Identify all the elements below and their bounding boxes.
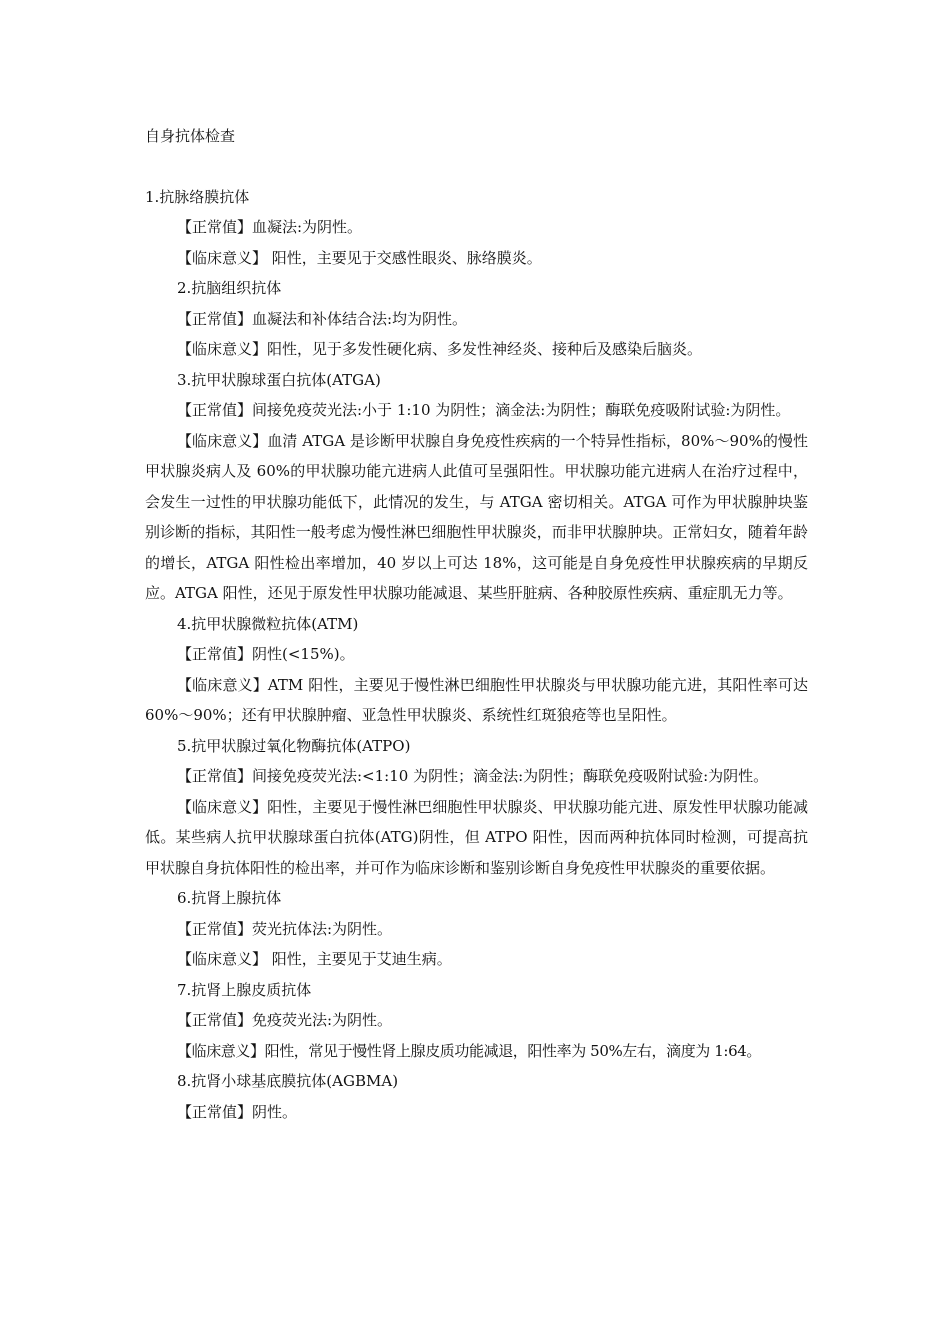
section-heading-6: 6.抗肾上腺抗体 — [177, 889, 282, 907]
section-heading-4: 4.抗甲状腺微粒抗体(ATM) — [177, 614, 359, 633]
normal-value-6: 【正常值】荧光抗体法:为阴性。 — [177, 919, 393, 938]
clinical-significance-3: 【临床意义】血清 ATGA 是诊断甲状腺自身免疫性疾病的一个特异性指标，80%～90%的慢性甲状腺炎病人及 60%的甲状腺功能亢进病人此值可呈强阳性。甲状腺功能亢进病人在治疗过程中，会发生一过性的甲状腺功能低下，此情况的发生，与 ATGA 密切相关。ATGA 可作为甲状腺肿块鉴别诊断的指标，其阳性一般考虑为慢性淋巴细胞性甲状腺炎，而非甲状腺肿块。正常妇女，随着年龄的增长，ATGA 阳性检出率增加，40 岁以上可达 18%，这可能是自身免疫性甲状腺疾病的早期反应。ATGA 阳性，还见于原发性甲状腺功能减退、某些肝脏病、各种胶原性疾病、重症肌无力等。 — [145, 431, 808, 602]
normal-value-1: 【正常值】血凝法:为阴性。 — [177, 218, 363, 236]
section-heading-7: 7.抗肾上腺皮质抗体 — [177, 980, 312, 999]
section-heading-1: 1.抗脉络膜抗体 — [145, 187, 250, 206]
normal-value-3: 【正常值】间接免疫荧光法:小于 1:10 为阴性；滴金法:为阴性；酶联免疫吸附试验:为阴性。 — [177, 401, 791, 419]
normal-value-4: 【正常值】阴性(<15%)。 — [177, 645, 355, 663]
clinical-significance-5: 【临床意义】阳性，主要见于慢性淋巴细胞性甲状腺炎、甲状腺功能亢进、原发性甲状腺功能减低。某些病人抗甲状腺球蛋白抗体(ATG)阴性，但 ATPO 阳性，因而两种抗体同时检测，可提高抗甲状腺自身抗体阳性的检出率，并可作为临床诊断和鉴别诊断自身免疫性甲状腺炎的重要依据。 — [145, 797, 808, 877]
normal-value-5: 【正常值】间接免疫荧光法:<1:10 为阴性；滴金法:为阴性；酶联免疫吸附试验:为阴性。 — [177, 767, 769, 785]
section-heading-8: 8.抗肾小球基底膜抗体(AGBMA) — [177, 1072, 399, 1090]
section-heading-3: 3.抗甲状腺球蛋白抗体(ATGA) — [177, 370, 381, 389]
clinical-significance-1: 【临床意义】 阳性，主要见于交感性眼炎、脉络膜炎。 — [177, 248, 542, 267]
document-title: 自身抗体检查 — [145, 127, 236, 145]
clinical-significance-7: 【临床意义】阳性，常见于慢性肾上腺皮质功能减退，阳性率为 50%左右，滴度为 1:64。 — [177, 1041, 761, 1060]
normal-value-8: 【正常值】阴性。 — [177, 1102, 298, 1121]
clinical-significance-4: 【临床意义】ATM 阳性，主要见于慢性淋巴细胞性甲状腺炎与甲状腺功能亢进，其阳性率可达 60%～90%；还有甲状腺肿瘤、亚急性甲状腺炎、系统性红斑狼疮等也呈阳性。 — [145, 675, 808, 724]
section-heading-2: 2.抗脑组织抗体 — [177, 279, 282, 297]
document-body — [145, 121, 808, 1127]
normal-value-2: 【正常值】血凝法和补体结合法:均为阴性。 — [177, 309, 468, 328]
clinical-significance-2: 【临床意义】阳性，见于多发性硬化病、多发性神经炎、接种后及感染后脑炎。 — [177, 340, 703, 358]
clinical-significance-6: 【临床意义】 阳性，主要见于艾迪生病。 — [177, 950, 452, 968]
section-heading-5: 5.抗甲状腺过氧化物酶抗体(ATPO) — [177, 736, 411, 755]
normal-value-7: 【正常值】免疫荧光法:为阴性。 — [177, 1011, 393, 1029]
